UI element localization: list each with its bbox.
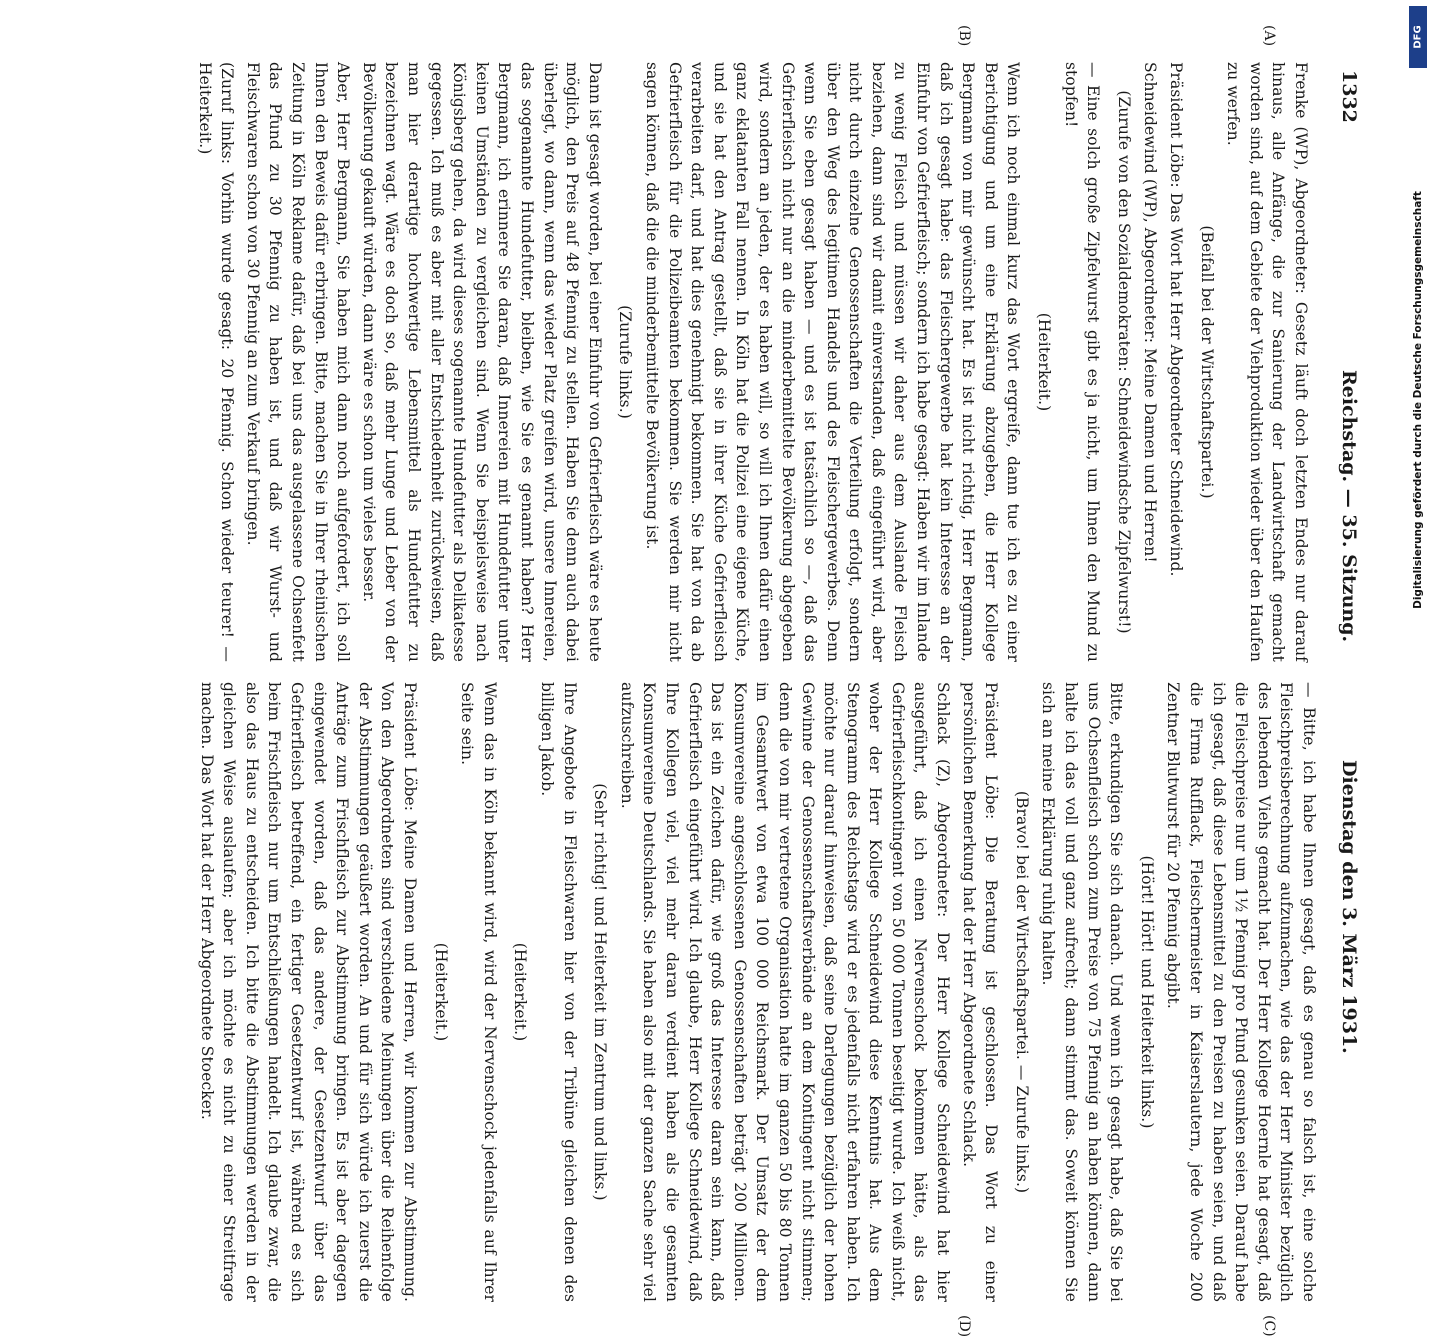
speech-paragraph: Schneidewind (WP), Abgeordneter: Meine Damen und Herren! bbox=[1141, 62, 1160, 563]
stage-direction: (Zurufe von den Sozialdemokraten: Schneidewindsche Zipfelwurst!) bbox=[1114, 90, 1133, 634]
column-divider bbox=[487, 662, 1307, 663]
page-number: 1332 bbox=[1338, 70, 1360, 123]
rotated-document-sheet bbox=[2, 0, 1402, 1337]
session-date: Dienstag den 3. März 1931. bbox=[1338, 760, 1360, 1054]
stage-direction: (Sehr richtig! und Heiterkeit im Zentrum und links.) bbox=[591, 783, 610, 1201]
stage-direction: (Bravo! bei der Wirtschaftspartei. — Zurufe links.) bbox=[1012, 790, 1031, 1194]
funding-credit: Digitalisierung gefördert durch die Deutsche Forschungsgemeinschaft bbox=[1412, 191, 1424, 609]
speech-paragraph: Ihre Angebote in Fleischwaren hier von der Tribüne gleichen denen des billigen Jakob. bbox=[538, 682, 579, 1302]
speech-paragraph: Schlack (Z), Abgeordneter: Der Herr Kollege Schneidewind hat hier ausgeführt, daß ich einen Nervenschock bekommen hätte, als das Gefrierfleischkontingent von 50 000 Tonnen beseitigt wurde. Ich weiß nicht, woher der Herr Kollege Schneidewind diese Kenntnis hat. Aus dem Stenogramm des Reichstags wird er es jedenfalls nicht erfahren haben. Ich möchte nur darauf hinweisen, daß seine Darlegungen bezüglich der hohen Gewinne der Genossenschaftsverbände an dem Kontingent nicht stimmen; denn die von mir vertretene Organisation hatte im ganzen 50 bis 80 Tonnen im Gesamtwert von etwa 100 000 Reichsmark. Der Umsatz der dem Konsumvereine angeschlossenen Genossenschaften beträgt 200 Millionen. Das ist ein Zeichen dafür, wie groß das Interesse daran sein kann, daß Gefrierfleisch eingeführt wird. Ich glaube, Herr Kollege Schneidewind, daß Ihre Kollegen viel, viel mehr daran verdient haben als die gesamten Konsumvereine Deutschlands. Sie haben also mit der ganzen Sache sehr viel aufzuschreiben. bbox=[617, 682, 953, 1302]
speech-paragraph: — Bitte, ich habe Ihnen gesagt, daß es genau so falsch ist, eine solche Fleischpreisberechnung aufzumachen, wie das der Herr Minister bezüglich des lebenden Viehs gemacht hat. Der Herr Kollege Hoernle hat gesagt, daß die Fleischpreise nur um 1½ Pfennig pro Pfund gesunken seien. Darauf habe ich gesagt, daß diese Lebensmittel zu den Preisen zu haben seien, und daß die Firma Rufflack, Fleischermeister in Kaiserslautern, jede Woche 200 Zentner Blutwurst für 20 Pfennig abgibt. bbox=[1164, 682, 1318, 1302]
speech-paragraph: Präsident Löbe: Die Beratung ist geschlossen. Das Wort zu einer persönlichen Bemerkung hat der Herr Abgeordnete Schlack. bbox=[959, 682, 1001, 1302]
speech-paragraph: Frenke (WP), Abgeordneter: Gesetz läuft doch letzten Endes nur darauf hinaus, alle Anfänge, die zur Sanierung der Landwirtschaft gemacht worden sind, auf dem Gebiete der Viehproduktion wieder über den Haufen zu werfen. bbox=[1224, 62, 1310, 662]
page-header bbox=[1330, 70, 1360, 1310]
speech-paragraph: Dann ist gesagt worden, bei einer Einfuhr von Gefrierfleisch wäre es heute möglich, den Preis auf 48 Pfennig zu stellen. Haben Sie denn auch dabei überlegt, wo dann, wenn das wieder Platz greifen wird, unsere Innereien, das sogenannte Hundefutter, bleiben, wie Sie es genannt haben? Herr Bergmann, ich erinnere Sie daran, daß Innereien mit Hundefutter unter keinen Umständen zu vergleichen sind. Wenn Sie beispielsweise nach Königsberg gehen, da wird dieses sogenannte Hundefutter als Delikatesse gegessen. Ich muß es aber mit aller Entschiedenheit zurückweisen, daß man hier derartige hochwertige Lebensmittel als Hundefutter zu bezeichnen wagt. Wäre es doch so, daß mehr Lunge und Leber von der Bevölkerung gekauft würden, dann wäre es schon um vieles besser. bbox=[359, 62, 604, 662]
margin-marker-a: (A) bbox=[1261, 25, 1277, 47]
session-title: Reichstag. — 35. Sitzung. bbox=[1338, 370, 1360, 643]
stage-direction: (Hört! Hört! und Heiterkeit links.) bbox=[1137, 855, 1156, 1129]
right-text-column bbox=[192, 682, 1320, 1302]
stage-direction: (Heiterkeit.) bbox=[431, 942, 450, 1042]
stage-direction: (Heiterkeit.) bbox=[1035, 312, 1054, 412]
speech-paragraph: Aber, Herr Bergmann, Sie haben mich dann noch aufgefordert, ich soll Ihnen den Beweis dafür erbringen. Bitte, machen Sie in Ihrer rheinischen Zeitung in Köln Reklame dafür, daß bei uns das ausgelassene Ochsenfett das Pfund zu 30 Pfennig zu haben ist, und daß wir Wurst- und Fleischwaren schon von 30 Pfennig an zum Verkauf bringen. bbox=[243, 62, 353, 662]
speech-paragraph: Präsident Löbe: Meine Damen und Herren, wir kommen zur Abstimmung. Von den Abgeordneten sind verschiedene Meinungen über die Reihenfolge der Abstimmungen geäußert worden. An und für sich würde ich zuerst die Anträge zum Frischfleisch zur Abstimmung bringen. Es ist aber dagegen eingewendet worden, daß das andere, der Gesetzentwurf über das Gefrierfleisch betreffend, ein fertiger Gesetzentwurf ist, während es sich beim Frischfleisch nur um Entschließungen handelt. Ich glaube zwar, die also das Haus zu entscheiden. Ich bitte die Abstimmungen werden in der gleichen Weise auslaufen; aber ich möchte es nicht zu einer Streitfrage machen. Das Wort hat der Herr Abgeordnete Stoecker. bbox=[197, 682, 420, 1302]
digitization-sidebar bbox=[1403, 0, 1434, 1000]
speech-paragraph: Bitte, erkundigen Sie sich danach. Und wenn ich gesagt habe, daß Sie bei uns Ochsenfleisch schon zum Preise von 75 Pfennig an haben können, dann halte ich das voll und ganz aufrecht; dann stimmt das. Soweit können Sie sich an meine Erklärung ruhig halten. bbox=[1039, 682, 1126, 1302]
speech-paragraph: Wenn ich noch einmal kurz das Wort ergreife, dann tue ich es zu einer Berichtigung und um eine Erklärung abzugeben, die Herr Kollege Bergmann von mir gewünscht hat. Es ist nicht richtig, Herr Bergmann, daß ich gesagt habe: das Fleischergewerbe hat kein Interesse an der Einfuhr von Gefrierfleisch; sondern ich habe gesagt: Haben wir im Inlande zu wenig Fleisch und müssen wir daher aus dem Auslande Fleisch beziehen, dann sind wir damit einverstanden, daß eingeführt wird, aber nicht durch einzelne Genossenschaften die Verteilung erfolgt, sondern über den Weg des legitimen Handels und des Fleischergewerbes. Denn wenn Sie eben gesagt haben — und es ist tatsächlich so —, daß das Gefrierfleisch nicht nur an die minderbemittelte Bevölkerung abgegeben wird, sondern an jeden, der es haben will, so will ich Ihnen dafür einen ganz eklatanten Fall nennen. In Köln hat die Polizei eine eigene Küche, und sie hat den Antrag gestellt, daß sie in ihrer Küche Gefrierfleisch verarbeiten darf, und hat dies genehmigt bekommen. Sie hat von da ab Gefrierfleisch für die Polizeibeamten bekommen. Sie werden mir nicht sagen können, daß die die minderbemittelte Bevölkerung ist. bbox=[642, 62, 1023, 662]
left-text-column bbox=[190, 62, 1312, 662]
stage-direction: (Zurufe links.) bbox=[616, 305, 635, 419]
speech-paragraph: — Eine solch große Zipfelwurst gibt es ja nicht, um Ihnen den Mund zu stopfen! bbox=[1061, 62, 1103, 662]
speech-paragraph: Präsident Löbe: Das Wort hat Herr Abgeordneter Schneidewind. bbox=[1167, 62, 1186, 577]
speech-paragraph: Wenn das in Köln bekannt wird, wird der Nervenschock jedenfalls auf Ihrer Seite sein. bbox=[458, 682, 499, 1302]
speech-paragraph: (Zuruf links: Vorhin wurde gesagt: 20 Pfennig. Schon wieder teurer! — Heiterkeit.) bbox=[195, 62, 237, 662]
margin-marker-d: (D) bbox=[956, 1315, 972, 1337]
stage-direction: (Beifall bei der Wirtschaftspartei.) bbox=[1197, 225, 1216, 499]
margin-marker-b: (B) bbox=[956, 25, 972, 47]
stage-direction: (Heiterkeit.) bbox=[511, 942, 530, 1042]
dfg-logo: DFG bbox=[1409, 6, 1427, 68]
margin-marker-c: (C) bbox=[1261, 1315, 1277, 1337]
